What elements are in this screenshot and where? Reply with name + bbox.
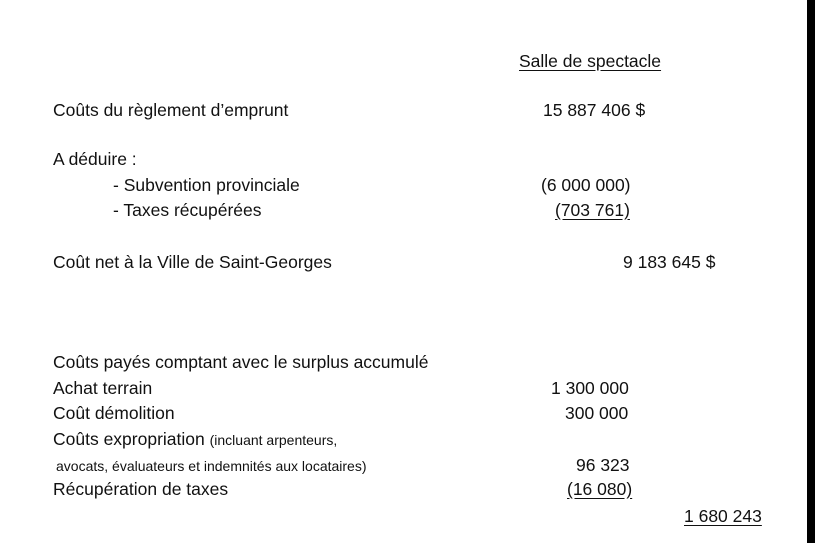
page-edge-border — [807, 0, 815, 543]
net-cost-label: Coût net à la Ville de Saint-Georges — [53, 252, 332, 272]
demolition-label: Coût démolition — [53, 403, 175, 423]
subsidy-label: - Subvention provinciale — [113, 175, 300, 195]
expropriation-note: (incluant arpenteurs, — [209, 432, 338, 448]
land-purchase-label: Achat terrain — [53, 378, 153, 398]
expropriation-value: 96 323 — [576, 455, 630, 475]
tax-recovery-value: (16 080) — [567, 479, 633, 499]
land-purchase-value: 1 300 000 — [551, 378, 629, 398]
column-title: Salle de spectacle — [519, 51, 662, 71]
net-cost-value: 9 183 645 $ — [623, 252, 716, 272]
subsidy-value: (6 000 000) — [541, 175, 631, 195]
taxes-label: - Taxes récupérées — [113, 200, 262, 220]
tax-recovery-label: Récupération de taxes — [53, 479, 229, 499]
cash-costs-total: 1 680 243 — [684, 506, 762, 526]
loan-cost-label: Coûts du règlement d’emprunt — [53, 100, 289, 120]
expropriation-note-continued: avocats, évaluateurs et indemnités aux locataires) — [56, 458, 367, 474]
deduct-label: A déduire : — [53, 149, 137, 169]
demolition-value: 300 000 — [565, 403, 629, 423]
expropriation-line — [53, 428, 337, 451]
cash-costs-heading: Coûts payés comptant avec le surplus accumulé — [53, 352, 429, 372]
taxes-value: (703 761) — [555, 200, 630, 220]
expropriation-label: Coûts expropriation — [53, 429, 205, 449]
loan-cost-value: 15 887 406 $ — [543, 100, 646, 120]
